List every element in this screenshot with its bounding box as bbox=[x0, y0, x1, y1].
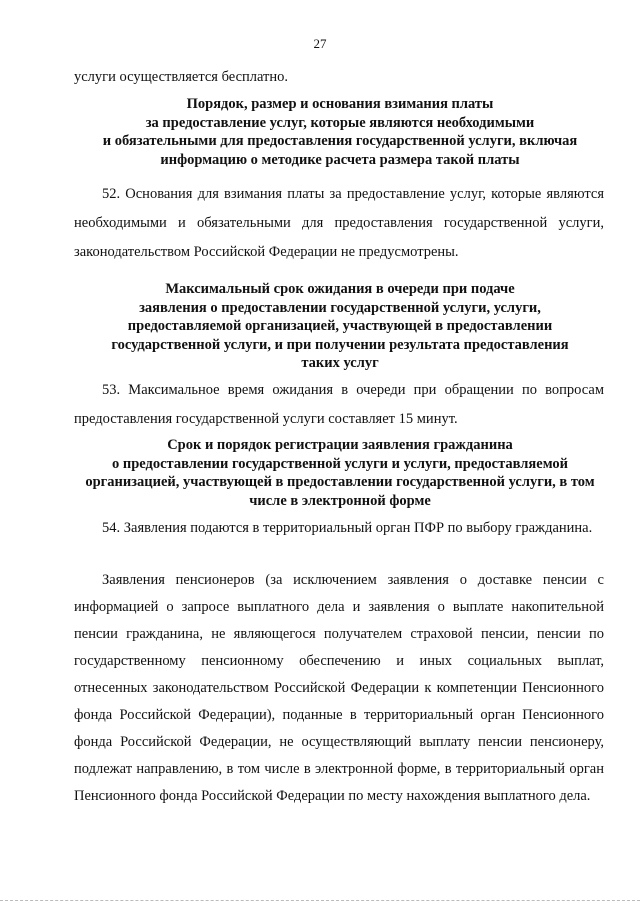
heading-line: числе в электронной форме bbox=[249, 492, 431, 509]
heading-line: предоставляемой организацией, участвующей в предоставлении bbox=[127, 318, 553, 334]
paragraph-52: 52. Основания для взимания платы за предоставление услуг, которые являются необходимыми и обязательными для предоставления государственной услуги, законодательством Российской Федерации не предусмотрены. bbox=[74, 186, 604, 260]
section-heading-fees bbox=[60, 95, 620, 169]
heading-line: за предоставление услуг, которые являются необходимыми bbox=[145, 114, 535, 131]
heading-line: Порядок, размер и основания взимания платы bbox=[186, 96, 494, 112]
section-heading-queue-time bbox=[60, 280, 620, 373]
section-heading-registration bbox=[60, 436, 620, 510]
heading-line: государственной услуги, и при получении результата предоставления bbox=[111, 336, 569, 353]
heading-line: Максимальный срок ожидания в очереди при подаче bbox=[165, 281, 515, 297]
heading-line: информацию о методике расчета размера такой платы bbox=[160, 151, 520, 168]
paragraph-53: 53. Максимальное время ожидания в очереди при обращении по вопросам предоставления государственной услуги составляет 15 минут. bbox=[74, 382, 604, 427]
paragraph-54: 54. Заявления подаются в территориальный орган ПФР по выбору гражданина. bbox=[102, 520, 593, 536]
heading-line: Срок и порядок регистрации заявления гражданина bbox=[167, 437, 513, 453]
page-number: 27 bbox=[313, 36, 327, 51]
heading-line: о предоставлении государственной услуги и услуги, предоставляемой bbox=[111, 455, 569, 472]
heading-line: таких услуг bbox=[301, 355, 379, 371]
heading-line: и обязательными для предоставления государственной услуги, включая bbox=[102, 133, 578, 149]
continuation-text: услуги осуществляется бесплатно. bbox=[74, 69, 289, 85]
heading-line: организацией, участвующей в предоставлении государственной услуги, в том bbox=[85, 474, 595, 490]
heading-line: заявления о предоставлении государственной услуги, услуги, bbox=[139, 299, 541, 316]
paragraph-54-continued: Заявления пенсионеров (за исключением заявления о доставке пенсии с информацией о запросе выплатного дела и заявления о выплате накопительной пенсии гражданина, не являющегося получателем страховой пенсии, пенсии по государственному пенсионному обеспечению и иных социальных выплат, отнесенных законодательством Российской Федерации к компетенции Пенсионного фонда Российской Федерации), поданные в территориальный орган Пенсионного фонда Российской Федерации, не осуществляющий выплату пенсии пенсионеру, подлежат направлению, в том числе в электронной форме, в территориальный орган Пенсионного фонда Российской Федерации по месту нахождения выплатного дела. bbox=[74, 572, 604, 804]
page-edge-line bbox=[0, 900, 640, 901]
